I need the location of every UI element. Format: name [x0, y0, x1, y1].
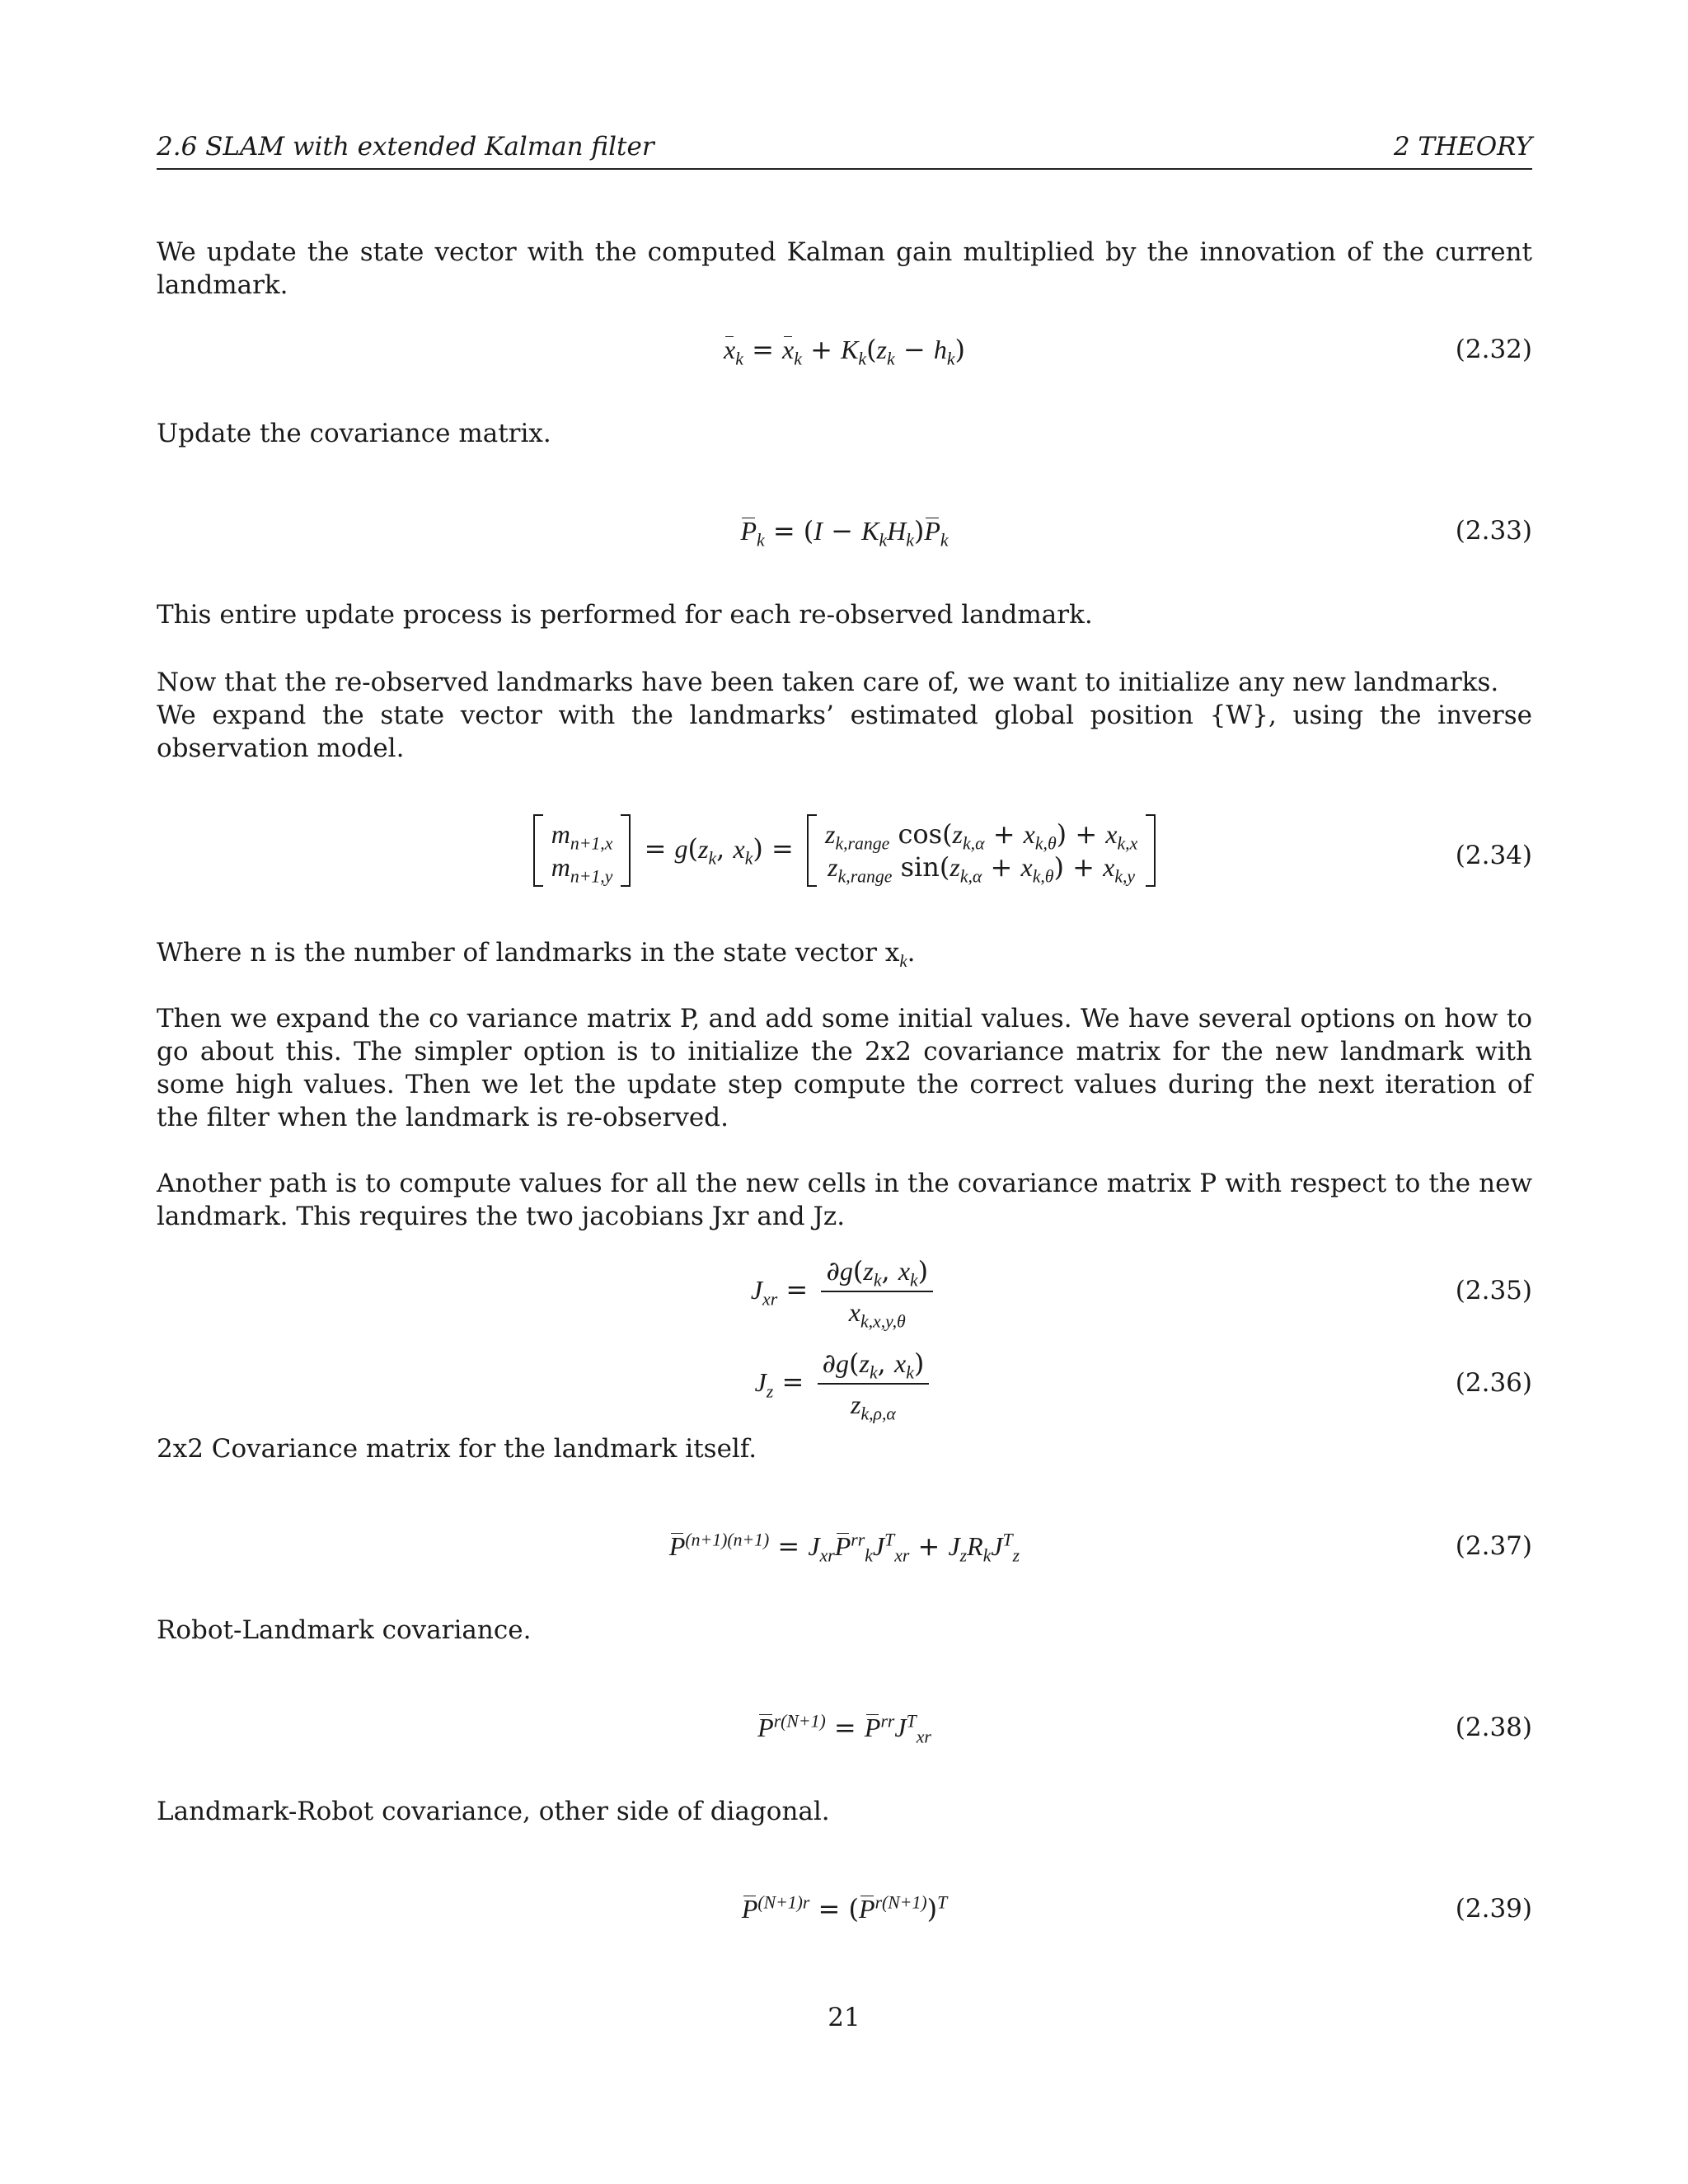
paragraph-expand-covariance: Then we expand the co variance matrix P, and add some initial values. We have several options on how to go about this. The simpler option is to initialize the 2x2 covariance matrix for the new landmark with some high values. Then we let the update step compute the correct values during the next iteration of the filter when the landmark is re-observed. [157, 1004, 1532, 1132]
paragraph-line: Now that the re-observed landmarks have been taken care of, we want to initialize any new landmarks. [157, 668, 1499, 697]
equation-2-36 [157, 1347, 1532, 1429]
equation-body: $P^{(N+1)r} = (P^{r(N+1)})^T$ [741, 1892, 948, 1924]
equation-2-37 [157, 1530, 1532, 1571]
equation-body: $m_{n+1,x}$ $m_{n+1,y}$ = $g(z_k$, $x_k$) = $z_{k,range}$ $\cos(z_{k,\alpha} + x_{k,\theta}) + x_{k,x}$ $z_{k,range}$ $\sin(z_{k,\alpha} + x_{k,\theta}) + x_{k,y}$ [157, 814, 1532, 887]
equation-2-35 [157, 1254, 1532, 1337]
equation-2-33 [157, 514, 1532, 555]
equation-number: (2.38) [1455, 1713, 1532, 1742]
equation-body: $J_{xr}$ = $\frac{\partial g(z_k, x_k)}{x_{k,x,y,\theta}}$ [157, 1254, 1532, 1329]
right-matrix: $z_{k,range}$ $\cos(z_{k,\alpha} + x_{k,\theta}) + x_{k,x}$ $z_{k,range}$ $\sin(z_{k,\alpha} + x_{k,\theta}) + x_{k,y}$ [807, 814, 1156, 887]
equation-number: (2.35) [1455, 1276, 1532, 1305]
equation-2-34 [157, 814, 1532, 897]
equation-number: (2.32) [1455, 335, 1532, 364]
paragraph-new-landmarks [157, 666, 1532, 765]
equation-body: $P^{(n+1)(n+1)} = J_{xr}P^{rr}_kJ^T_{xr} + J_zR_kJ^T_z$ [668, 1530, 1020, 1566]
equation-body: $J_z$ = $\frac{\partial g(z_k, x_k)}{z_{k,\rho,\alpha}}$ [157, 1347, 1532, 1421]
paragraph-where-n: Where n is the number of landmarks in the state vector $x_k$. [157, 938, 916, 972]
fraction: $\frac{\partial g(z_k, x_k)}{z_{k,\rho,\alpha}}$ [818, 1347, 930, 1421]
paragraph-line: We expand the state vector with the landmarks’ estimated global position {W}, using the inverse observation model. [157, 701, 1532, 763]
fraction: $\frac{\partial g(z_k, x_k)}{x_{k,x,y,\theta}}$ [821, 1254, 933, 1329]
running-header [157, 130, 1532, 170]
equation-body: $P_k = (I - K_kH_k)P_k$ [740, 515, 949, 551]
equation-2-32 [157, 333, 1532, 374]
left-matrix: $m_{n+1,x}$ $m_{n+1,y}$ [533, 814, 631, 887]
paragraph-landmark-covariance: 2x2 Covariance matrix for the landmark itself. [157, 1434, 757, 1464]
equation-2-39 [157, 1892, 1532, 1933]
equation-body: $x_k = x_k + K_k(z_k - h_k)$ [724, 334, 965, 369]
paragraph-update-process: This entire update process is performed for each re-observed landmark. [157, 600, 1093, 630]
equation-number: (2.37) [1455, 1531, 1532, 1561]
paragraph-landmark-robot: Landmark-Robot covariance, other side of diagonal. [157, 1797, 830, 1826]
paragraph-another-path: Another path is to compute values for all the new cells in the covariance matrix P with respect to the new landmark. This requires the two jacobians Jxr and Jz. [157, 1169, 1532, 1231]
equation-body: $P^{r(N+1)} = P^{rr}J^T_{xr}$ [757, 1711, 931, 1747]
page-number: 21 [828, 2003, 860, 2032]
equation-2-38 [157, 1711, 1532, 1752]
header-chapter: 2 THEORY [1393, 132, 1532, 162]
equation-number: (2.34) [1455, 841, 1532, 870]
header-section: 2.6 SLAM with extended Kalman filter [157, 132, 654, 162]
paragraph-robot-landmark: Robot-Landmark covariance. [157, 1615, 532, 1645]
paragraph-update-covariance: Update the covariance matrix. [157, 419, 551, 448]
paragraph-text: Where n is the number of landmarks in the state vector x [157, 938, 900, 968]
equation-number: (2.39) [1455, 1894, 1532, 1924]
equation-number: (2.36) [1455, 1368, 1532, 1398]
paragraph-update-state: We update the state vector with the computed Kalman gain multiplied by the innovation of the current landmark. [157, 237, 1532, 300]
equation-number: (2.33) [1455, 516, 1532, 546]
